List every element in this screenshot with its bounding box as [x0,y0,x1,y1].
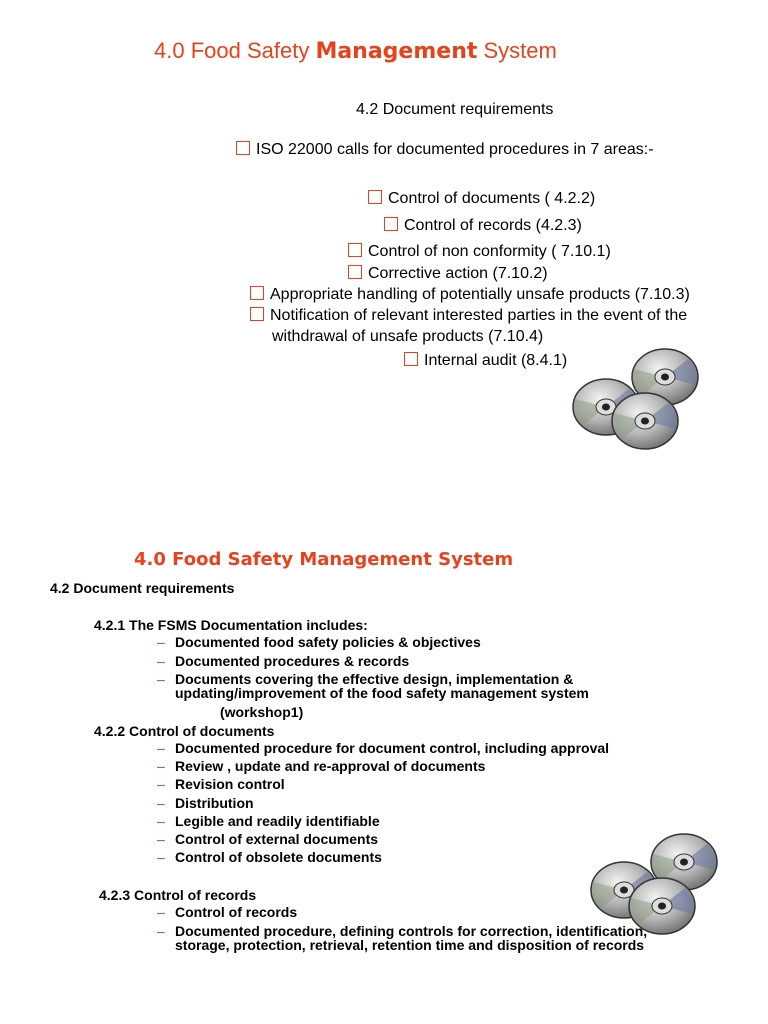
square-bullet-icon [250,286,264,300]
dash-bullet-icon: – [157,671,165,687]
s422-item: – Revision control [157,776,285,792]
s423-item: – Control of records [157,904,298,920]
s421-item-cont: updating/improvement of the food safety management system [175,685,589,701]
s421-item-cont: (workshop1) [220,704,304,720]
square-bullet-icon [384,217,398,231]
slide1-item: Internal audit (8.4.1) [404,352,567,370]
dash-bullet-icon: – [157,634,165,650]
dash-bullet-icon: – [157,923,165,939]
slide1-item: Control of non conformity ( 7.10.1) [348,243,611,261]
slide1-title [154,38,557,64]
slide1-title-pre: 4.0 Food Safety [154,38,316,63]
s421-heading: 4.2.1 The FSMS Documentation includes: [94,617,368,633]
s423-heading: 4.2.3 Control of records [99,887,257,903]
slide2-title: 4.0 Food Safety Management System [134,549,514,570]
slide1-item: Notification of relevant interested parties in the event of the [250,307,687,325]
square-bullet-icon [348,265,362,279]
slide1-title-post: System [477,38,557,63]
slide1-item-cont: withdrawal of unsafe products (7.10.4) [272,328,544,345]
dash-bullet-icon: – [157,795,165,811]
dash-bullet-icon: – [157,653,165,669]
s421-item: – Documented procedures & records [157,653,410,669]
s422-heading: 4.2.2 Control of documents [94,723,275,739]
square-bullet-icon [368,190,382,204]
s421-item: – Documented food safety policies & objectives [157,634,481,650]
square-bullet-icon [404,352,418,366]
dash-bullet-icon: – [157,831,165,847]
s422-item: – Documented procedure for document control, including approval [157,740,610,756]
dash-bullet-icon: – [157,813,165,829]
slide1-item: Corrective action (7.10.2) [348,265,548,283]
slide1-item: Control of documents ( 4.2.2) [368,190,595,208]
square-bullet-icon [236,141,250,155]
slide1-section: 4.2 Document requirements [356,101,554,118]
dash-bullet-icon: – [157,776,165,792]
dash-bullet-icon: – [157,740,165,756]
slide1-intro: ISO 22000 calls for documented procedures in 7 areas:- [236,141,654,159]
s421-item: – Documents covering the effective design, implementation & [157,671,574,687]
square-bullet-icon [348,243,362,257]
s422-item: – Control of obsolete documents [157,849,382,865]
dash-bullet-icon: – [157,758,165,774]
square-bullet-icon [250,307,264,321]
s422-item: – Legible and readily identifiable [157,813,380,829]
slide2-section: 4.2 Document requirements [50,580,235,596]
dash-bullet-icon: – [157,849,165,865]
s422-item: – Distribution [157,795,254,811]
s423-item-cont: storage, protection, retrieval, retention time and disposition of records [175,937,645,953]
s423-item: – Documented procedure, defining controls for correction, identification, [157,923,648,939]
cd-discs-icon [568,345,708,455]
slide1-item: Appropriate handling of potentially unsafe products (7.10.3) [250,286,690,304]
s422-item: – Control of external documents [157,831,379,847]
s422-item: – Review , update and re-approval of documents [157,758,486,774]
slide1-item: Control of records (4.2.3) [384,217,582,235]
dash-bullet-icon: – [157,904,165,920]
slide1-title-bold: Management [315,39,478,64]
